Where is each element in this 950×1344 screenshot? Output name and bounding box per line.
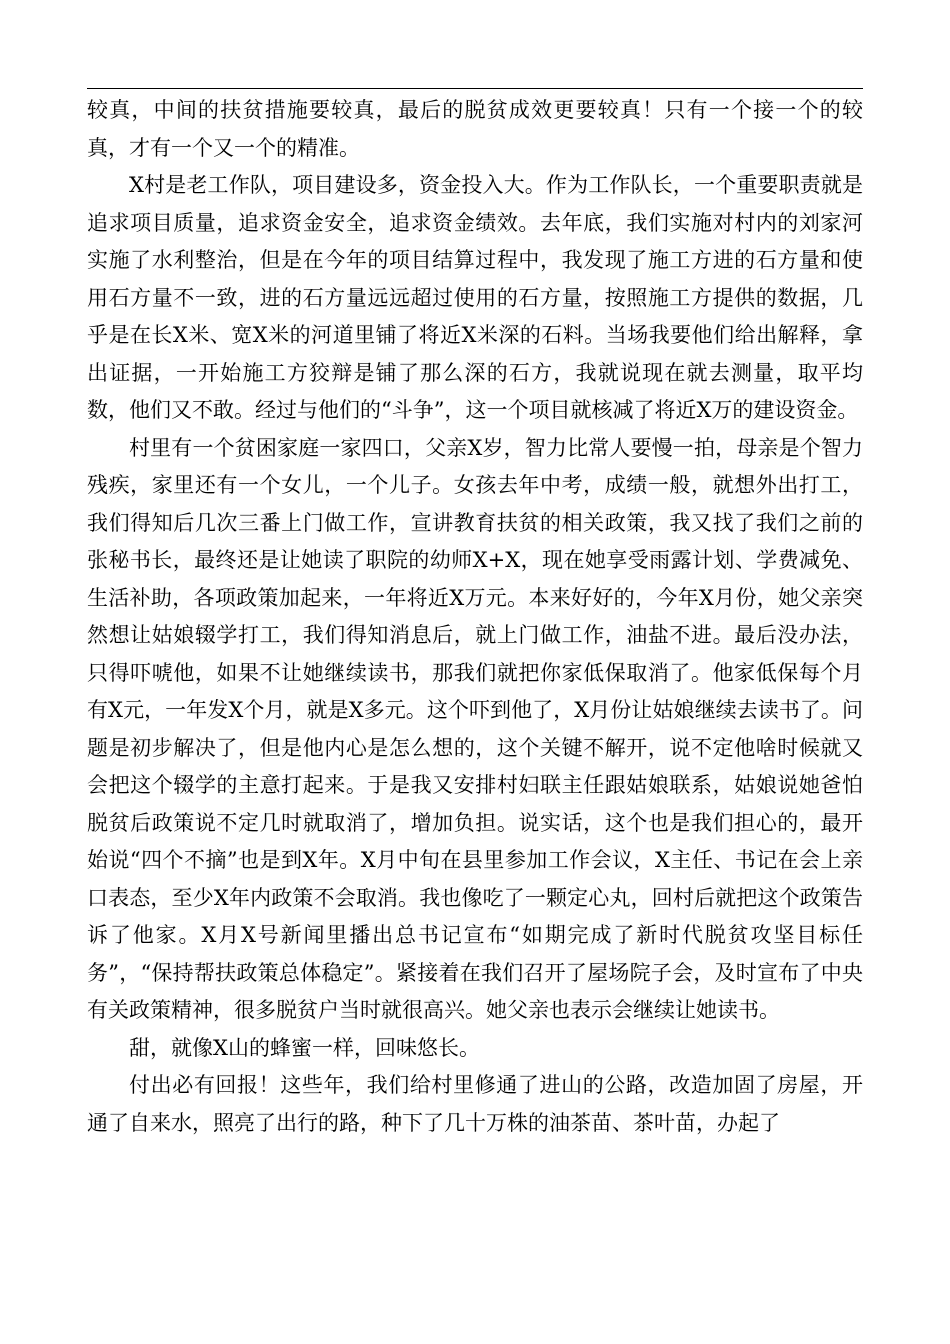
paragraph-5: 付出必有回报！这些年，我们给村里修通了进山的公路，改造加固了房屋，开通了自来水，照亮了出行的路，种下了几十万株的油茶苗、茶叶苗，办起了 <box>87 1073 863 1135</box>
header-rule <box>87 88 863 89</box>
document-body <box>87 92 863 1142</box>
paragraph-2: X村是老工作队，项目建设多，资金投入大。作为工作队长，一个重要职责就是追求项目质量，追求资金安全，追求资金绩效。去年底，我们实施对村内的刘家河实施了水利整治，但是在今年的项目结算过程中，我发现了施工方进的石方量和使用石方量不一致，进的石方量远远超过使用的石方量，按照施工方提供的数据，几乎是在长X米、宽X米的河道里铺了将近X米深的石料。当场我要他们给出解释，拿出证据，一开始施工方狡辩是铺了那么深的石方，我就说现在就去测量，取平均数，他们又不敢。经过与他们的“斗争”，这一个项目就核减了将近X万的建设资金。 <box>87 173 863 422</box>
paragraph-4: 甜，就像X山的蜂蜜一样，回味悠长。 <box>129 1035 480 1060</box>
paragraph-1: 较真，中间的扶贫措施要较真，最后的脱贫成效更要较真！只有一个接一个的较真，才有一个又一个的精准。 <box>87 98 863 160</box>
paragraph-3: 村里有一个贫困家庭一家四口，父亲X岁，智力比常人要慢一拍，母亲是个智力残疾，家里还有一个女儿，一个儿子。女孩去年中考，成绩一般，就想外出打工，我们得知后几次三番上门做工作，宣讲教育扶贫的相关政策，我又找了我们之前的张秘书长，最终还是让她读了职院的幼师X+X，现在她享受雨露计划、学费减免、生活补助，各项政策加起来，一年将近X万元。本来好好的，今年X月份，她父亲突然想让姑娘辍学打工，我们得知消息后，就上门做工作，油盐不进。最后没办法，只得吓唬他，如果不让她继续读书，那我们就把你家低保取消了。他家低保每个月有X元，一年发X个月，就是X多元。这个吓到他了，X月份让姑娘继续去读书了。问题是初步解决了，但是他内心是怎么想的，这个关键不解开，说不定他啥时候就又会把这个辍学的主意打起来。于是我又安排村妇联主任跟姑娘联系，姑娘说她爸怕脱贫后政策说不定几时就取消了，增加负担。说实话，这个也是我们担心的，最开始说“四个不摘”也是到X年。X月中旬在县里参加工作会议，X主任、书记在会上亲口表态，至少X年内政策不会取消。我也像吃了一颗定心丸，回村后就把这个政策告诉了他家。X月X号新闻里播出总书记宣布“如期完成了新时代脱贫攻坚目标任务”，“保持帮扶政策总体稳定”。紧接着在我们召开了屋场院子会，及时宣布了中央有关政策精神，很多脱贫户当时就很高兴。她父亲也表示会继续让她读书。 <box>87 435 863 1022</box>
